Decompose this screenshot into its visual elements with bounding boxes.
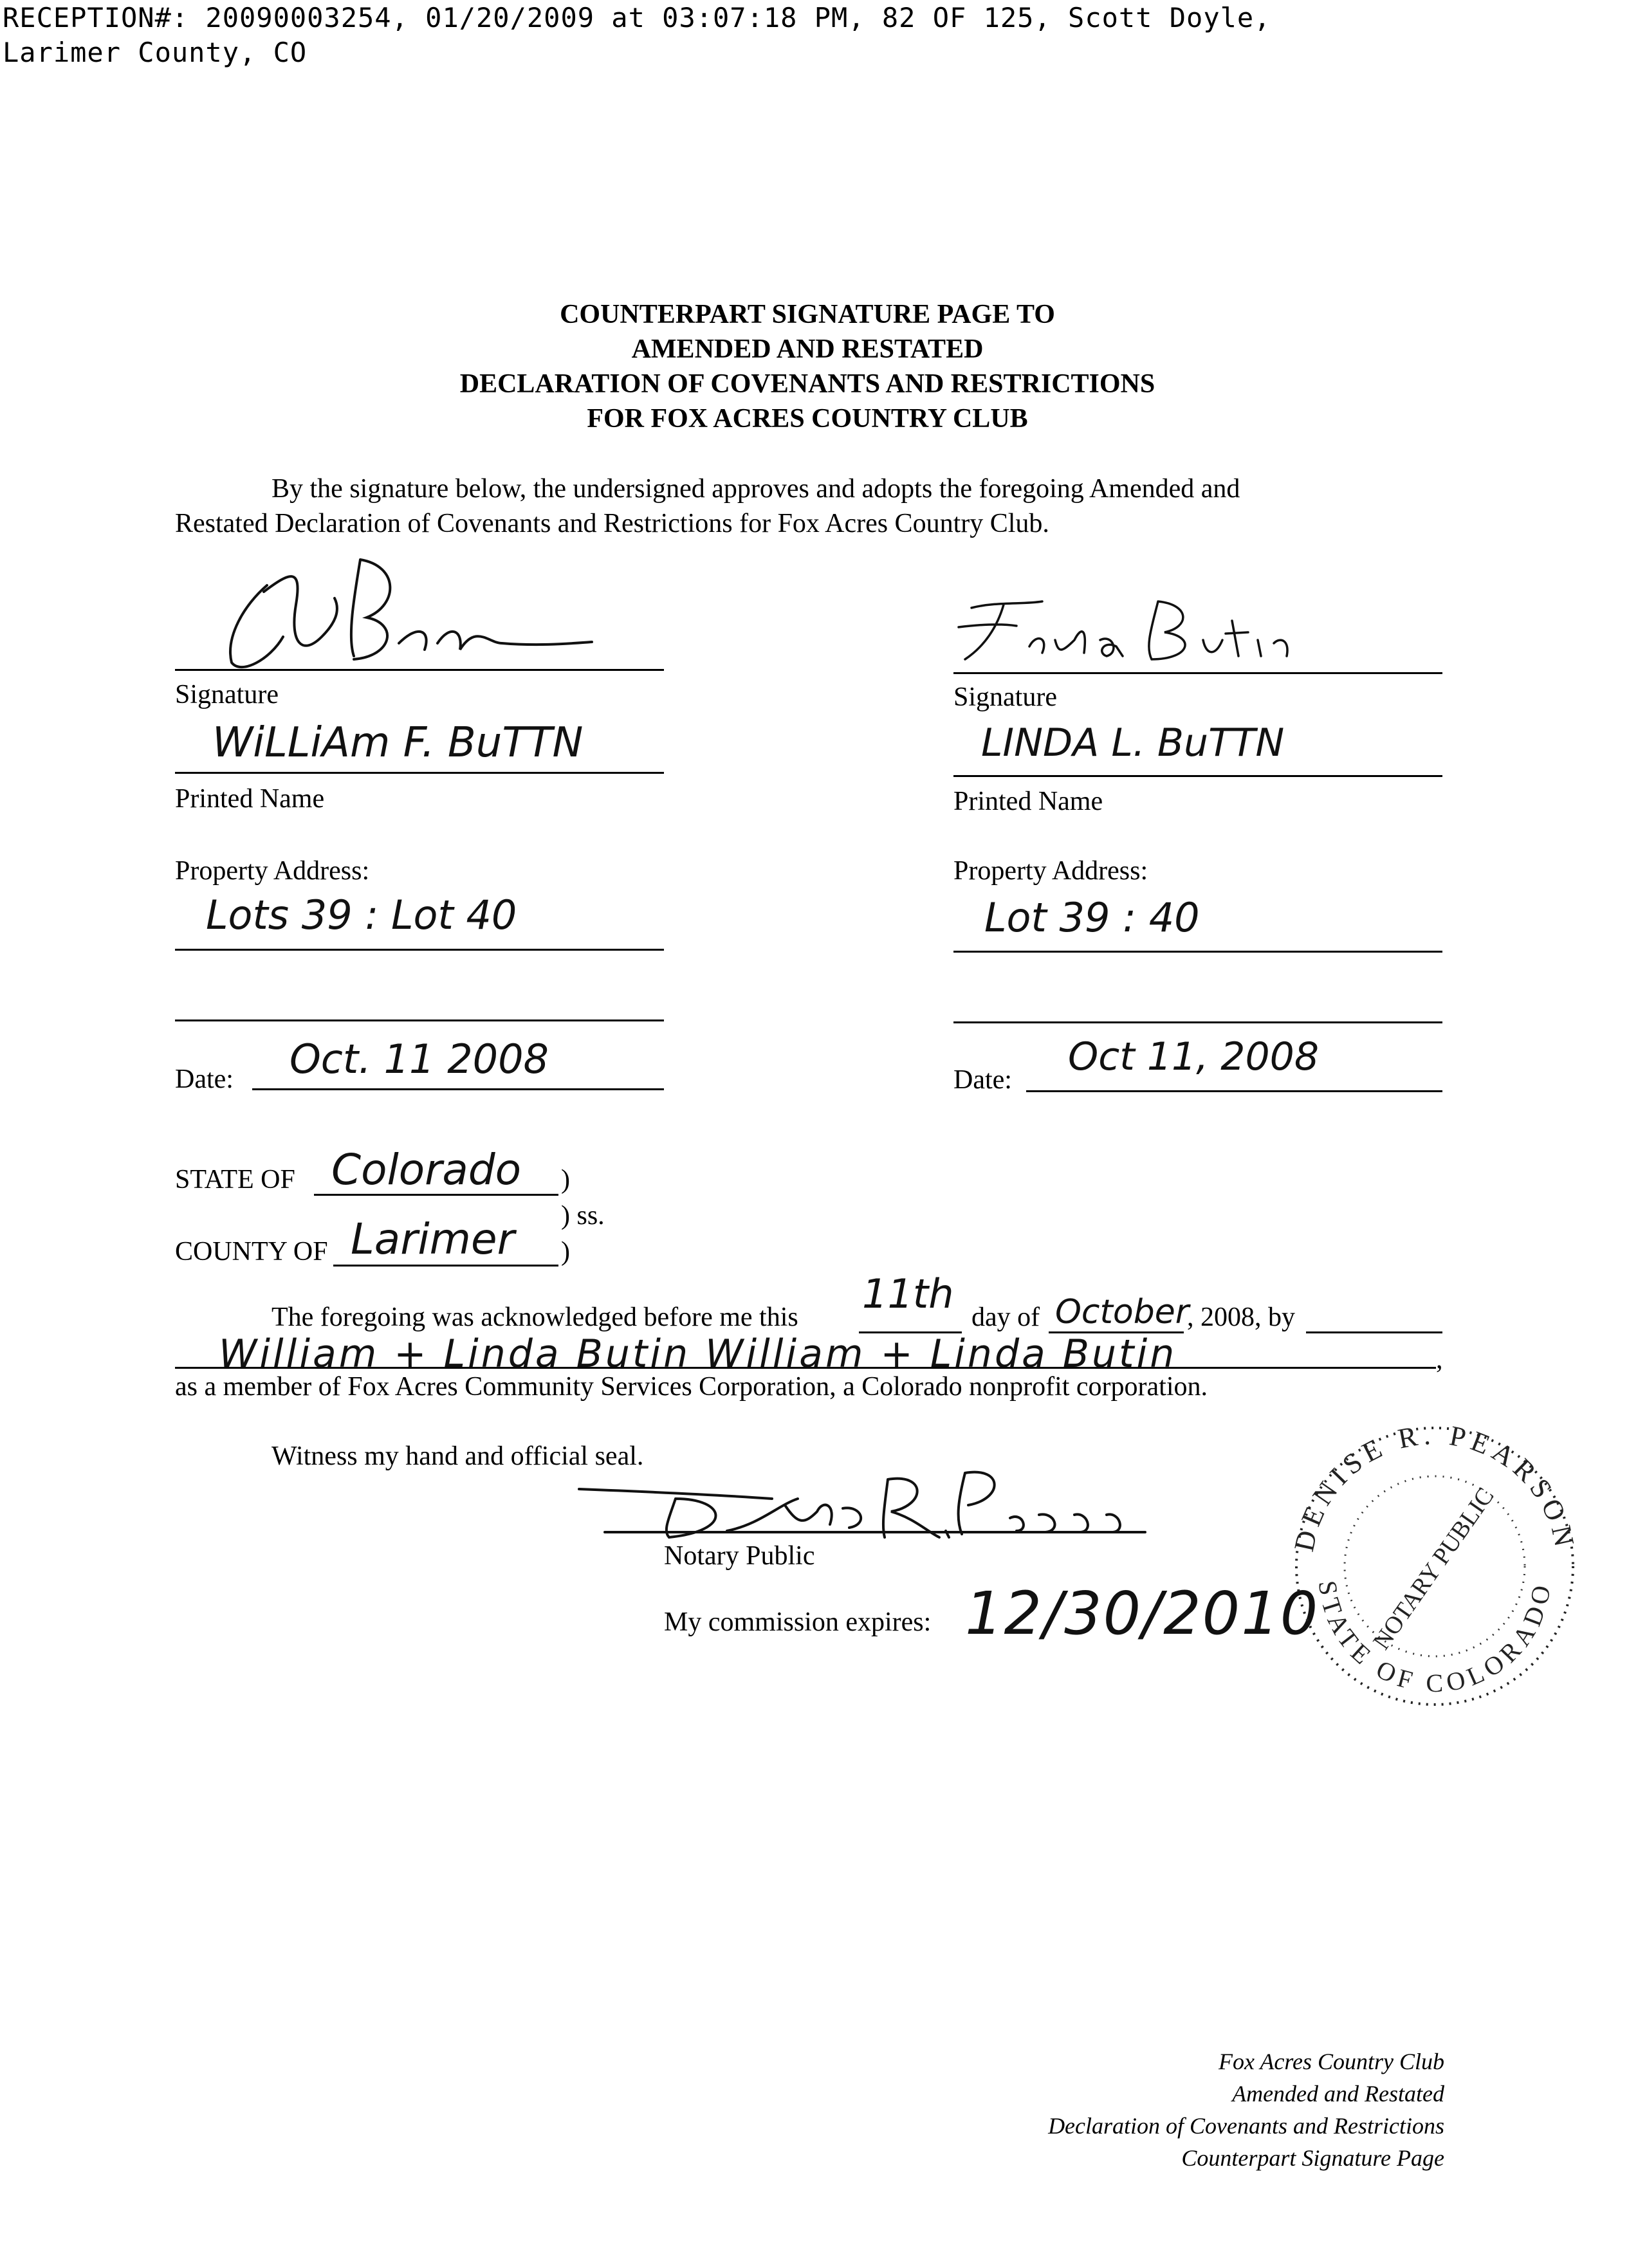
county-of-label: COUNTY OF [175,1237,328,1267]
state-close-paren: ) [561,1165,570,1194]
commission-expires-value: 12/30/2010 [965,1579,1320,1648]
title-line-1: COUNTERPART SIGNATURE PAGE TO [560,300,1055,329]
footer-line-3: Declaration of Covenants and Restrictions [1048,2113,1444,2139]
signature-line-left [175,669,664,671]
property-address-label-left: Property Address: [175,856,370,886]
intro-line-1: By the signature below, the undersigned approves and adopts the foregoing Amended and [271,474,1240,504]
ack-month-value: October [1055,1293,1190,1331]
signature-label-left: Signature [175,680,279,709]
county-line [333,1265,558,1267]
ack-trailing-comma: , [1436,1345,1443,1375]
property-address-right-value: Lot 39 : 40 [984,894,1200,941]
seal-text-center: NOTARY PUBLIC [1368,1483,1500,1655]
ack-text-2: day of [971,1303,1040,1332]
intro-line-2: Restated Declaration of Covenants and Restrictions for Fox Acres Country Club. [175,509,1049,538]
ss-label: ) ss. [561,1201,605,1230]
ack-text-1: The foregoing was acknowledged before me this [271,1303,798,1332]
ack-text-3: , 2008, by [1187,1303,1295,1332]
svg-text:STATE OF COLORADO [1313,1578,1557,1697]
printed-name-line-right [953,775,1442,777]
state-value: Colorado [331,1145,522,1194]
recording-header-line-1: RECEPTION#: 20090003254, 01/20/2009 at 03:07:18 PM, 82 OF 125, Scott Doyle, [3,2,1271,33]
notary-seal [1267,1415,1602,1717]
seal-text-bottom: STATE OF COLORADO [1312,1578,1557,1698]
date-line-left [252,1088,664,1090]
county-close-paren: ) [561,1237,570,1267]
title-line-3: DECLARATION OF COVENANTS AND RESTRICTIONS [459,369,1155,399]
property-address-line-left-1 [175,949,664,951]
notary-signature [566,1460,1184,1550]
printed-name-label-right: Printed Name [953,787,1103,816]
printed-name-right-value: LINDA L. BuTTN [981,720,1285,765]
property-address-left-value: Lots 39 : Lot 40 [206,892,517,938]
printed-name-line-left [175,772,664,774]
state-line [314,1194,558,1196]
recording-header-line-2: Larimer County, CO [3,37,308,68]
footer-line-2: Amended and Restated [1232,2081,1444,2107]
signature-line-right [953,672,1442,674]
notary-public-label: Notary Public [664,1541,815,1571]
property-address-line-left-2 [175,1020,664,1021]
date-label-left: Date: [175,1065,234,1094]
signature-label-right: Signature [953,682,1057,712]
property-address-line-right-2 [953,1021,1442,1023]
printed-name-left-value: WiLLiAm F. BuTTN [212,719,584,767]
date-right-value: Oct 11, 2008 [1068,1034,1319,1079]
ack-by-line [1306,1331,1442,1333]
county-value: Larimer [351,1214,515,1264]
state-of-label: STATE OF [175,1165,295,1194]
date-line-right [1026,1090,1442,1092]
ack-day-value: 11th [862,1270,954,1317]
property-address-label-right: Property Address: [953,856,1148,886]
signature-william-butin [206,547,605,675]
date-left-value: Oct. 11 2008 [290,1036,549,1083]
commission-expires-label: My commission expires: [664,1607,932,1637]
ack-member-line: as a member of Fox Acres Community Services Corporation, a Colorado nonprofit corporation. [175,1372,1208,1402]
ack-names-value: William + Linda Butin William + Linda Butin [219,1331,1177,1376]
signature-linda-butin [946,589,1306,672]
footer-line-4: Counterpart Signature Page [1181,2145,1444,2171]
date-label-right: Date: [953,1065,1012,1095]
title-line-4: FOR FOX ACRES COUNTRY CLUB [587,404,1028,434]
printed-name-label-left: Printed Name [175,784,325,814]
footer-line-1: Fox Acres Country Club [1219,2049,1444,2074]
seal-text-top: DENISE R. PEARSON [1287,1418,1582,1555]
witness-text: Witness my hand and official seal. [271,1441,644,1471]
ack-names-line [175,1367,1436,1369]
title-line-2: AMENDED AND RESTATED [631,334,984,364]
svg-text:DENISE R. PEARSON [1288,1419,1581,1555]
property-address-line-right-1 [953,951,1442,953]
